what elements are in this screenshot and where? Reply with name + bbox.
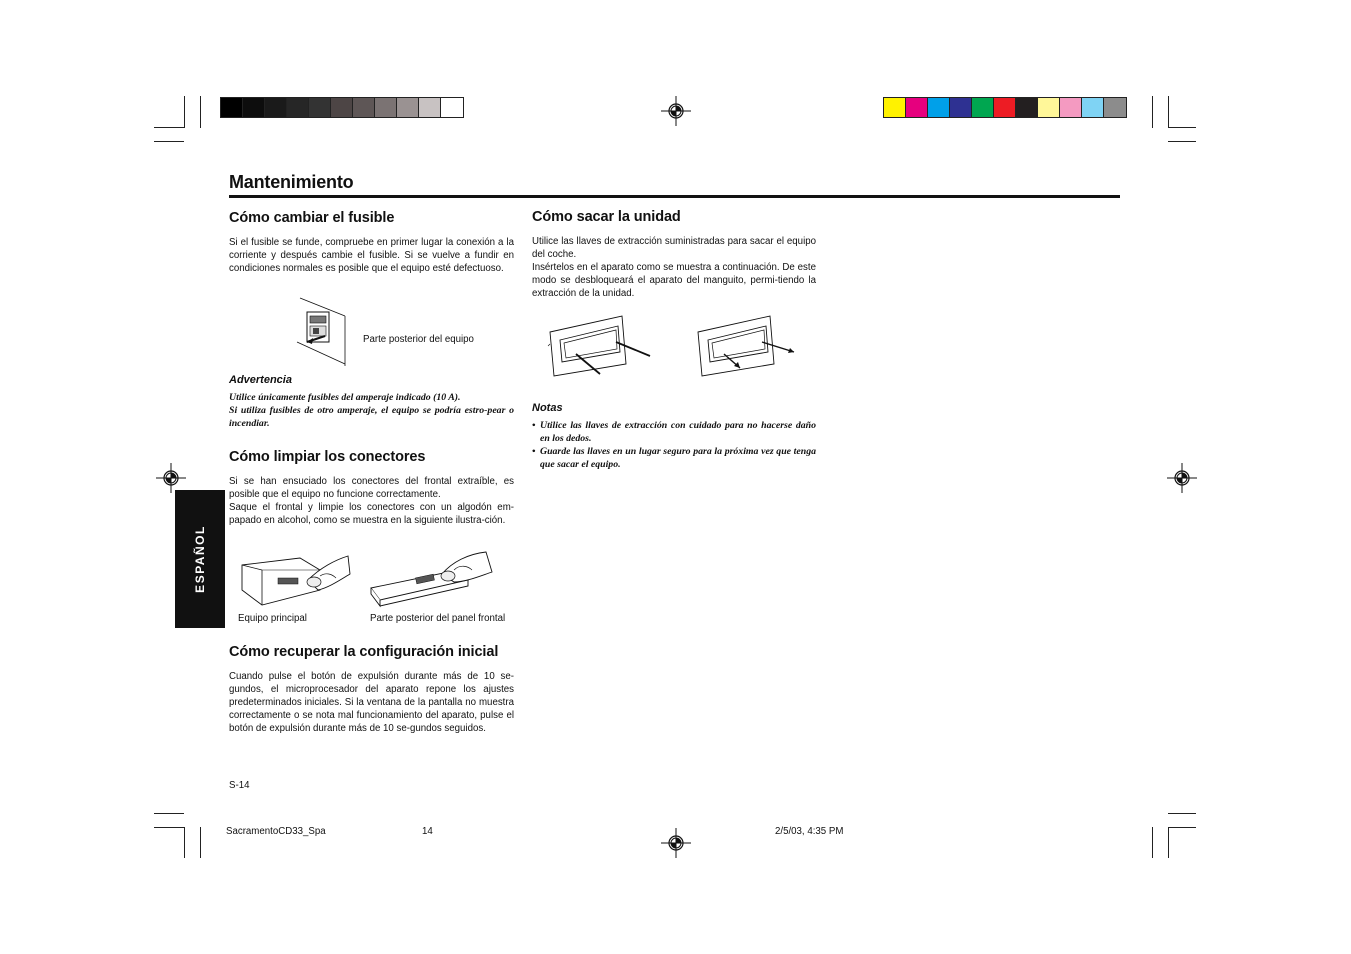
connectors-body-1: Si se han ensuciado los conectores del frontal extraíble, es posible que el equipo no funcione correctamente. [229, 476, 514, 500]
warning-line: Utilice únicamente fusibles del amperaje indicado (10 A). [229, 392, 461, 403]
fuse-figure-caption: Parte posterior del equipo [363, 334, 474, 345]
page-number: S-14 [229, 780, 250, 791]
color-swatch [397, 98, 419, 117]
color-swatch [1038, 98, 1060, 117]
warning-line: Si utiliza fusibles de otro amperaje, el equipo se podría estro-pear o incendiar. [229, 405, 514, 429]
removal-keys-pull-figure [694, 312, 804, 380]
footer-date: 2/5/03, 4:35 PM [775, 826, 844, 837]
process-color-bar [883, 97, 1127, 118]
title-rule [229, 195, 1120, 198]
color-swatch [287, 98, 309, 117]
remove-heading: Cómo sacar la unidad [532, 209, 681, 225]
note-text: Guarde las llaves en un lugar seguro para la próxima vez que tenga que sacar el equipo. [540, 446, 816, 470]
fuse-heading: Cómo cambiar el fusible [229, 210, 395, 226]
grayscale-color-bar [220, 97, 464, 118]
notes-heading: Notas [532, 402, 563, 414]
fuse-figure [295, 296, 355, 368]
front-panel-caption: Parte posterior del panel frontal [370, 613, 506, 624]
front-panel-cleaning-figure [368, 548, 498, 610]
connectors-heading: Cómo limpiar los conectores [229, 449, 426, 465]
removal-keys-insert-figure [546, 312, 656, 380]
color-swatch [243, 98, 265, 117]
color-swatch [441, 98, 463, 117]
note-item: • Guarde las llaves en un lugar seguro para la próxima vez que tenga que sacar el equipo. [532, 446, 816, 470]
remove-body-2: Insértelos en el aparato como se muestra a continuación. De este modo se desbloqueará el aparato del manguito, permi-tiendo la extracción de la unidad. [532, 261, 816, 299]
color-swatch [375, 98, 397, 117]
warning-text [229, 391, 514, 430]
color-swatch [1104, 98, 1126, 117]
footer-page: 14 [422, 826, 433, 837]
color-swatch [1082, 98, 1104, 117]
page-title: Mantenimiento [229, 172, 354, 192]
reset-heading: Cómo recuperar la configuración inicial [229, 644, 499, 660]
color-swatch [265, 98, 287, 117]
notes-list [532, 419, 816, 471]
main-unit-caption: Equipo principal [238, 613, 307, 624]
language-tab [175, 490, 225, 628]
registration-mark-icon [661, 828, 691, 858]
remove-body [532, 236, 816, 301]
color-swatch [353, 98, 375, 117]
footer-filename: SacramentoCD33_Spa [226, 826, 326, 837]
color-swatch [950, 98, 972, 117]
registration-mark-icon [661, 96, 691, 126]
color-swatch [928, 98, 950, 117]
registration-mark-icon [1167, 463, 1197, 493]
color-swatch [1016, 98, 1038, 117]
color-swatch [331, 98, 353, 117]
note-item: • Utilice las llaves de extracción con cuidado para no hacerse daño en los dedos. [532, 420, 816, 444]
connectors-body-2: Saque el frontal y limpie los conectores con un algodón em-papado en alcohol, como se muestra en la siguiente ilustra-ción. [229, 501, 514, 526]
color-swatch [419, 98, 441, 117]
language-tab-label: ESPAÑOL [193, 525, 207, 593]
color-swatch [994, 98, 1016, 117]
fuse-body: Si el fusible se funde, compruebe en primer lugar la conexión a la corriente y después cambie el fusible. Si se vuelve a fundir en condiciones normales es posible que el equipo esté defectuoso. [229, 237, 514, 274]
connectors-body [229, 476, 514, 528]
main-unit-cleaning-figure [240, 550, 355, 608]
color-swatch [1060, 98, 1082, 117]
color-swatch [884, 98, 906, 117]
note-text: Utilice las llaves de extracción con cuidado para no hacerse daño en los dedos. [540, 420, 816, 444]
registration-mark-icon [156, 463, 186, 493]
color-swatch [972, 98, 994, 117]
reset-body: Cuando pulse el botón de expulsión durante más de 10 se-gundos, el microprocesador del aparato repone los ajustes predeterminados iniciales. Si la ventana de la pantalla no muestra correctamente o se nota mal funcionamiento del aparato, pulse el botón de expulsión durante más de 10 se-gundos seguidos. [229, 671, 514, 734]
remove-body-1: Utilice las llaves de extracción suministradas para sacar el equipo del coche. [532, 236, 816, 260]
warning-heading: Advertencia [229, 374, 292, 386]
color-swatch [309, 98, 331, 117]
color-swatch [906, 98, 928, 117]
color-swatch [221, 98, 243, 117]
